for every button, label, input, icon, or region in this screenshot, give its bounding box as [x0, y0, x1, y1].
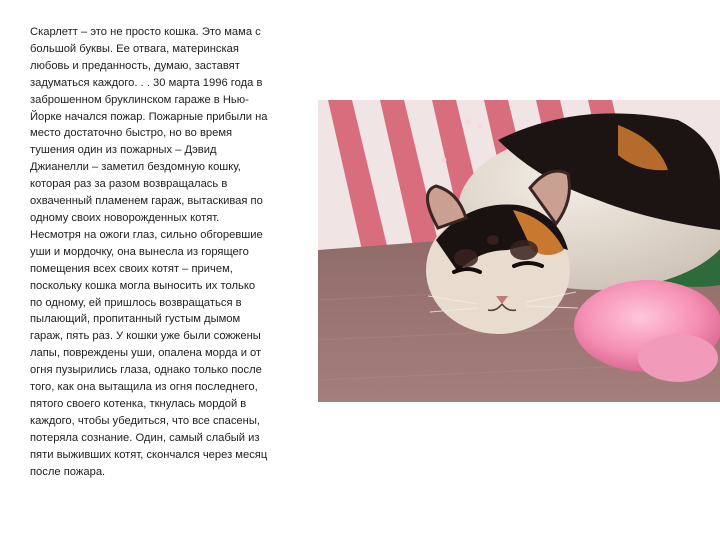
cat-photo-illustration	[318, 100, 720, 402]
story-line: Йорке начался пожар. Пожарные прибыли на	[30, 110, 268, 123]
story-line: гараж, пять раз. У кошки уже были сожжены	[30, 330, 261, 343]
story-line: того, как она вытащила из огня последнего,	[30, 381, 258, 394]
story-line: уши и мордочку, она вынесла из горящего	[30, 245, 249, 258]
story-line: лапы, повреждены уши, опалена морда и от	[30, 347, 262, 360]
story-line: которая раз за разом возвращалась в	[30, 178, 228, 191]
story-line: пылающий, пропитанный густым дымом	[30, 313, 241, 326]
story-line: Несмотря на ожоги глаз, сильно обгоревшие	[30, 228, 263, 241]
story-line: место достаточно быстро, но во время	[30, 127, 233, 140]
story-line: помещения всех своих котят – причем,	[30, 262, 233, 275]
story-line: заброшенном бруклинском гараже в Нью-	[30, 93, 249, 106]
story-line: любовь и преданность, думаю, заставят	[30, 59, 240, 72]
story-line: после пожара.	[30, 465, 106, 478]
cat-photo	[318, 100, 720, 402]
story-line: поскольку кошка могла выносить их только	[30, 279, 256, 292]
story-line: задуматься каждого. . . 30 марта 1996 года в	[30, 76, 263, 89]
story-line: Скарлетт – это не просто кошка. Это мама с	[30, 26, 261, 38]
pink-plush-toy-lower	[638, 334, 718, 382]
story-line: каждого, чтобы убедиться, что все спасены,	[30, 414, 260, 427]
story-line: пяти выживших котят, скончался через месяц	[30, 448, 268, 461]
story-line: пятого своего котенка, ткнулась мордой в	[30, 397, 247, 410]
story-line: по одному, ей пришлось возвращаться в	[30, 296, 242, 309]
story-line: большой буквы. Ее отвага, материнская	[30, 42, 239, 55]
story-text	[30, 24, 302, 480]
story-line: Джианелли – заметил бездомную кошку,	[30, 161, 241, 174]
story-line: одному своих новорожденных котят.	[30, 211, 220, 224]
story-line: тушения один из пожарных – Дэвид	[30, 144, 217, 157]
story-line: охваченный пламенем гараж, вытаскивая по	[30, 195, 263, 208]
story-line: потеряла сознание. Один, самый слабый из	[30, 431, 260, 444]
story-line: огня пузырились глаза, однако только после	[30, 364, 262, 377]
